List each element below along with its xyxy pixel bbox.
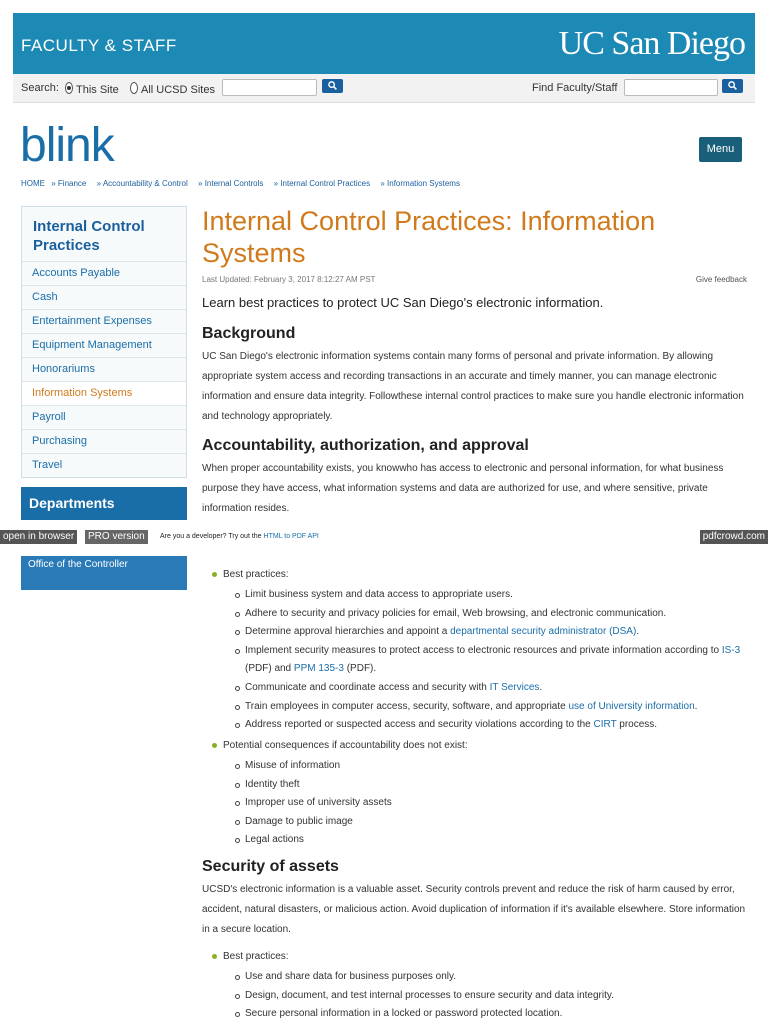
security-text: UCSD's electronic information is a valuable asset. Security controls prevent and reduce the risk of harm caused by error, accident, natural disasters, or malicious action. Avoid duplication of information if it's available elsewhere. Store information in a secure location. [202,884,746,935]
ppm-link[interactable]: PPM 135-3 [293,663,344,675]
list-item [212,737,747,850]
list-item: Communicate and coordinate access and security with IT Services. [223,679,747,698]
this-site-radio[interactable] [65,82,119,96]
breadcrumb-information-systems[interactable]: » Information Systems [380,179,460,188]
page-title: Internal Control Practices: Information Systems [202,206,656,268]
all-sites-radio[interactable] [130,82,215,96]
radio-icon[interactable] [130,82,138,94]
security-list [212,948,747,1024]
list-item: Design, document, and test internal processes to ensure security and data integrity. [223,987,747,1006]
accountability-list [212,566,747,735]
search-icon [328,81,337,90]
list-item: Improper use of university assets [223,794,747,813]
office-label: Office of the Controller [28,559,128,570]
pdfcrowd-bar [0,530,768,545]
sidebar-item-information-systems[interactable]: Information Systems [22,381,186,405]
security-heading: Security of assets [202,858,339,875]
search-bar [13,74,755,103]
best-practices-label: Best practices: [223,569,289,580]
find-faculty-button[interactable] [722,79,743,93]
background-heading: Background [202,325,296,342]
give-feedback-link[interactable]: Give feedback [695,275,747,284]
office-of-controller[interactable] [21,556,187,590]
sidebar-item-travel[interactable]: Travel [22,453,186,477]
html-to-pdf-link[interactable]: HTML to PDF API [263,533,319,540]
list-item [212,948,747,1024]
site-header [13,13,755,74]
use-of-info-link[interactable]: use of University information [568,700,695,712]
search-label: Search: [21,82,59,94]
breadcrumb-accountability[interactable]: » Accountability & Control [96,179,188,188]
sidebar-title[interactable]: Internal Control Practices [33,218,145,254]
open-in-browser-button[interactable]: open in browser [0,530,77,544]
search-input[interactable] [222,79,317,96]
consequences-list [212,737,747,850]
faculty-staff-title[interactable]: FACULTY & STAFF [21,36,177,55]
ucsd-logo[interactable]: UC San Diego [558,25,745,62]
breadcrumb [21,179,468,188]
cirt-link[interactable]: CIRT [593,719,617,731]
list-item: Adhere to security and privacy policies for email, Web browsing, and electronic communication. [223,605,747,624]
list-item: Identity theft [223,776,747,795]
list-item: Limit business system and data access to appropriate users. [223,586,747,605]
list-item: Secure personal information in a locked or password protected location. [223,1005,747,1024]
all-sites-label: All UCSD Sites [141,84,215,96]
accountability-heading: Accountability, authorization, and approval [202,437,529,454]
list-item: Legal actions [223,831,747,850]
pro-version-button[interactable]: PRO version [85,530,148,544]
find-faculty-label: Find Faculty/Staff [532,82,618,94]
sidebar-nav [21,206,187,478]
sidebar-item-cash[interactable]: Cash [22,285,186,309]
last-updated-text: Last Updated: February 3, 2017 8:12:27 AM PST [202,275,376,284]
last-updated [202,275,747,284]
list-item: Train employees in computer access, security, software, and appropriate use of University information. [223,698,747,717]
consequences-label: Potential consequences if accountability does not exist: [223,740,468,751]
sidebar [21,206,187,520]
it-services-link[interactable]: IT Services [489,681,540,693]
breadcrumb-finance[interactable]: » Finance [51,179,87,188]
developer-text: Are you a developer? Try out the HTML to PDF API [160,533,319,540]
best-practices-label: Best practices: [223,951,289,962]
sidebar-item-accounts-payable[interactable]: Accounts Payable [22,261,186,285]
pdfcrowd-brand[interactable]: pdfcrowd.com [700,530,768,544]
sidebar-item-payroll[interactable]: Payroll [22,405,186,429]
menu-button[interactable]: Menu [699,137,742,162]
search-button[interactable] [322,79,343,93]
find-faculty-input[interactable] [624,79,718,96]
list-item: Damage to public image [223,813,747,832]
sidebar-item-entertainment[interactable]: Entertainment Expenses [22,309,186,333]
accountability-text: When proper accountability exists, you knowwho has access to electronic and personal information, for what business purpose they have access, what information systems and data are authorized for use, and where sensitive, private information resides. [202,463,724,514]
is3-link[interactable]: IS-3 [721,644,741,656]
list-item: Determine approval hierarchies and appoint a departmental security administrator (DSA). [223,623,747,642]
breadcrumb-home[interactable]: HOME [21,179,45,188]
sidebar-item-equipment[interactable]: Equipment Management [22,333,186,357]
breadcrumb-internal-controls[interactable]: » Internal Controls [198,179,264,188]
background-text: UC San Diego's electronic information systems contain many forms of personal and private information. By allowing appropriate system access and recording transactions in an accurate and timely manner, you can manage electronic information and ensure data integrity. Followthese internal control practices to make sure you handle electronic information and technology appropriately. [202,351,744,422]
sidebar-item-purchasing[interactable]: Purchasing [22,429,186,453]
lead-text: Learn best practices to protect UC San Diego's electronic information. [202,295,604,310]
breadcrumb-practices[interactable]: » Internal Control Practices [273,179,371,188]
departments-button[interactable]: Departments [21,487,187,520]
dsa-link[interactable]: departmental security administrator (DSA) [450,626,637,638]
search-icon [728,81,737,90]
list-item: Misuse of information [223,757,747,776]
list-item: Use and share data for business purposes only. [223,968,747,987]
sidebar-item-honorariums[interactable]: Honorariums [22,357,186,381]
radio-selected-icon[interactable] [65,82,73,94]
blink-logo[interactable]: blink [20,119,114,172]
this-site-label: This Site [76,84,119,96]
list-item [212,566,747,735]
list-item: Implement security measures to protect access to electronic resources and private information according to IS-3 (PDF) and PPM 135-3 (PDF). [223,642,747,679]
list-item: Address reported or suspected access and security violations according to the CIRT process. [223,716,747,735]
